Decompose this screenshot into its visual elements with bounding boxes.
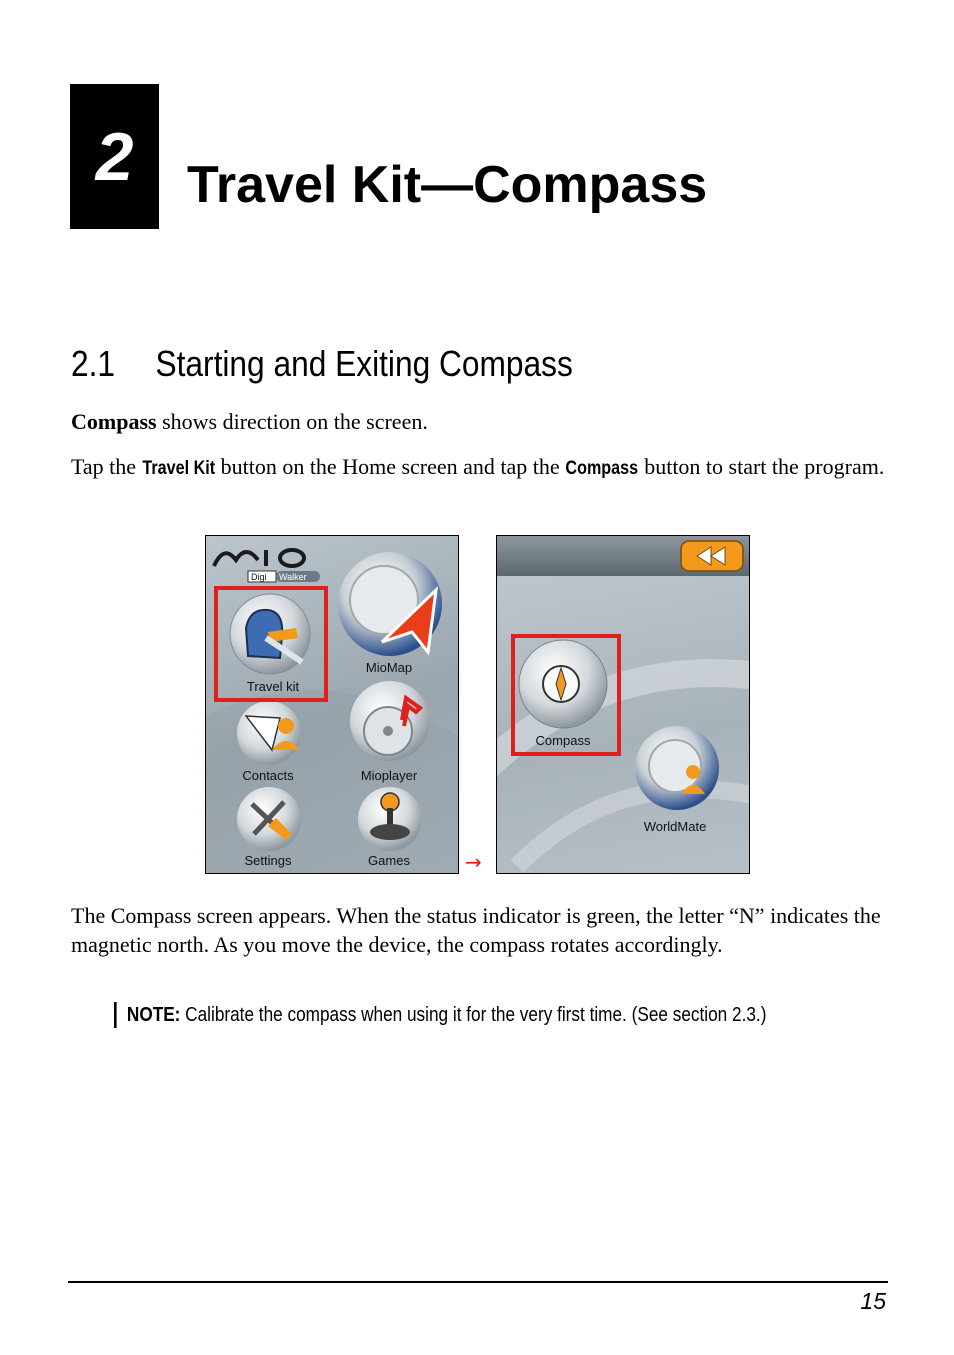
travel-kit-screen-screenshot <box>496 535 750 874</box>
compass-button-name: Compass <box>565 458 639 479</box>
mio-logo-icon <box>214 550 304 566</box>
travel-kit-screen-art <box>497 536 749 873</box>
home-icon-label-travel-kit: Travel kit <box>246 679 300 694</box>
globe-arrow-icon <box>338 552 442 656</box>
note-label: NOTE: <box>126 1004 181 1026</box>
home-icon-label-games: Games <box>368 853 410 868</box>
arrow-right-icon: → <box>465 850 482 874</box>
tools-icon <box>237 787 301 851</box>
page-number: 15 <box>860 1288 886 1314</box>
home-icon-label-miomap: MioMap <box>365 660 413 675</box>
section-heading <box>71 340 573 388</box>
chapter-number: 2 <box>95 118 134 195</box>
globe-person-icon <box>635 726 719 810</box>
note-text: Calibrate the compass when using it for the very first time. (See section 2.3.) <box>180 1004 767 1026</box>
instruction-text-2: button on the Home screen and tap the <box>215 454 566 479</box>
section-title: Starting and Exiting Compass <box>155 343 573 384</box>
backpack-icon <box>230 594 310 674</box>
section-number: 2.1 <box>71 343 116 384</box>
chapter-title: Travel Kit—Compass <box>187 156 708 214</box>
home-screen-screenshot <box>205 535 459 874</box>
kit-icon-label-compass: Compass <box>535 733 591 748</box>
cd-music-icon <box>350 681 430 761</box>
intro-bold-term: Compass <box>71 409 157 434</box>
logo-walker-text: Walker <box>279 572 307 582</box>
home-icon-label-settings: Settings <box>244 853 292 868</box>
logo-digi-text: Digi <box>251 572 267 582</box>
instruction-text-1: Tap the <box>71 454 142 479</box>
note-callout <box>114 1002 815 1028</box>
home-icon-label-mioplayer: Mioplayer <box>360 768 418 783</box>
travel-kit-button-name: Travel Kit <box>141 458 215 479</box>
back-arrow-icon <box>681 541 743 571</box>
footer-rule <box>68 1281 888 1283</box>
chapter-number-box <box>70 84 159 229</box>
instruction-paragraph <box>71 452 901 483</box>
compass-icon <box>519 640 607 728</box>
instruction-text-3: button to start the program. <box>638 454 885 479</box>
intro-paragraph <box>71 407 901 436</box>
kit-icon-label-worldmate: WorldMate <box>643 819 707 834</box>
contacts-icon <box>237 701 301 765</box>
home-icon-label-contacts: Contacts <box>242 768 294 783</box>
intro-text: shows direction on the screen. <box>156 409 428 434</box>
compass-screen-paragraph: The Compass screen appears. When the status indicator is green, the letter “N” indicates the magnetic north. As you move the device, the compass rotates accordingly. <box>71 903 881 957</box>
home-screen-art <box>206 536 458 873</box>
joystick-icon <box>358 787 422 851</box>
